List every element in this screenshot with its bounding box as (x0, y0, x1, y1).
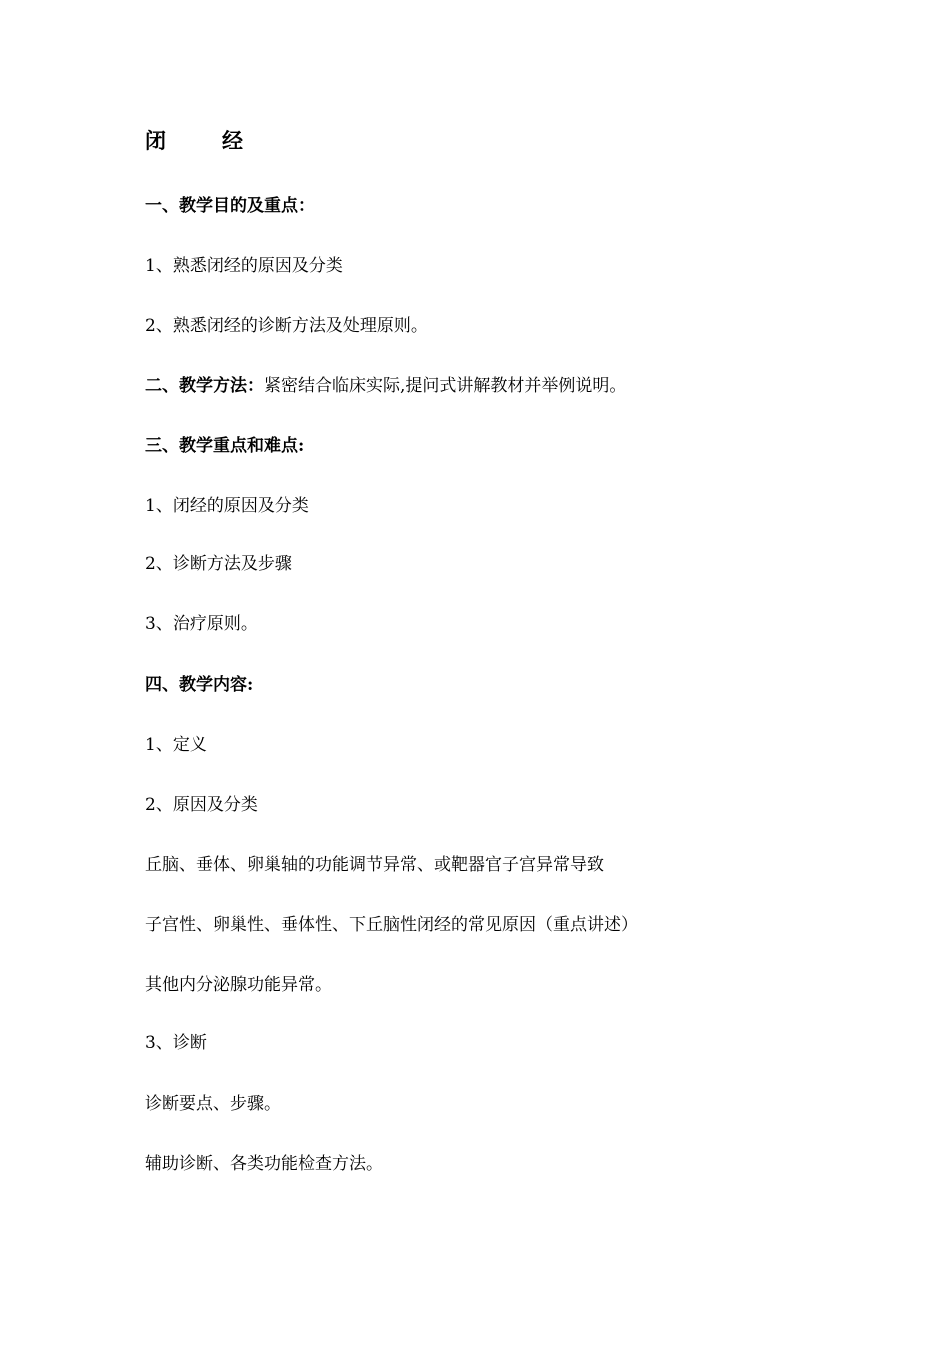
section-heading-key-points: 三、教学重点和难点: (145, 436, 305, 456)
key-point-item: 2、诊断方法及步骤 (145, 554, 292, 574)
content-line: 1、定义 (145, 735, 207, 755)
content-line: 其他内分泌腺功能异常。 (145, 975, 332, 995)
title-char-2: 经 (222, 128, 243, 153)
section-heading-methods: 二、教学方法： (145, 376, 264, 396)
content-line: 3、诊断 (145, 1033, 207, 1053)
content-line: 诊断要点、步骤。 (145, 1094, 281, 1114)
section-heading-content: 四、教学内容: (145, 675, 254, 695)
content-line: 辅助诊断、各类功能检查方法。 (145, 1154, 383, 1174)
key-point-item: 1、闭经的原因及分类 (145, 496, 309, 516)
title-char-1: 闭 (145, 128, 166, 153)
content-line: 子宫性、卵巢性、垂体性、下丘脑性闭经的常见原因（重点讲述） (145, 915, 638, 935)
objective-item: 1、熟悉闭经的原因及分类 (145, 256, 343, 276)
methods-paragraph (145, 374, 626, 398)
document-title (145, 127, 243, 155)
section-heading-objectives: 一、教学目的及重点： (145, 196, 315, 216)
content-line: 丘脑、垂体、卵巢轴的功能调节异常、或靶器官子宫异常导致 (145, 855, 604, 875)
objective-item: 2、熟悉闭经的诊断方法及处理原则。 (145, 316, 428, 336)
content-line: 2、原因及分类 (145, 795, 258, 815)
methods-text: 紧密结合临床实际,提问式讲解教材并举例说明。 (264, 376, 627, 396)
key-point-item: 3、治疗原则。 (145, 614, 258, 634)
